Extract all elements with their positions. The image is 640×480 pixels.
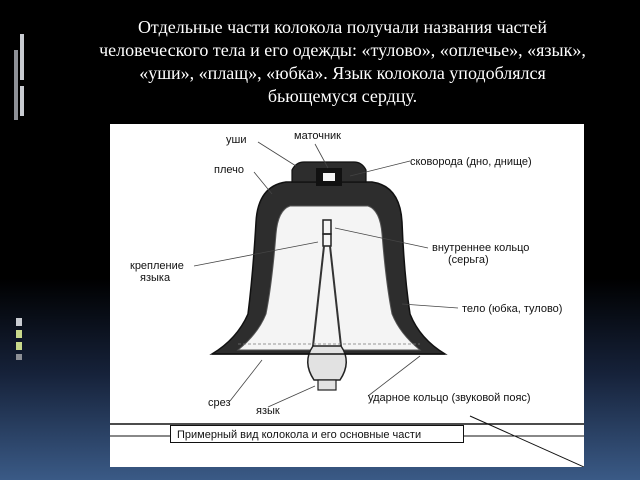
label-ushi: уши [226, 134, 247, 146]
title-line-3: «уши», «плащ», «юбка». Язык колокола уподоблялся [139, 63, 546, 83]
label-telo: тело (юбка, тулово) [462, 303, 563, 315]
label-skovoroda: сковорода (дно, днище) [410, 156, 532, 168]
label-srez: срез [208, 397, 231, 409]
title-line-4: бьющемуся сердцу. [267, 86, 418, 106]
label-udarnoe: ударное кольцо (звуковой пояс) [368, 392, 531, 404]
label-vnutrennee-1: внутреннее кольцо [432, 242, 530, 254]
title-line-1: Отдельные части колокола получали названия частей [137, 17, 548, 37]
title-line-2: человеческого тела и его одежды: «тулово», «оплечье», «язык», [99, 40, 586, 60]
bell-clapper [308, 346, 347, 380]
label-kreplenie-1: крепление [130, 260, 184, 272]
label-yazyk: язык [256, 405, 280, 417]
label-vnutrennee-2: (серьга) [448, 254, 489, 266]
bell-diagram [110, 124, 584, 467]
left-decoration [0, 0, 30, 480]
bell-drawing [110, 124, 584, 467]
slide-title [70, 16, 615, 108]
diagram-caption: Примерный вид колокола и его основные части [170, 425, 464, 443]
label-matochnik: маточник [294, 130, 341, 142]
label-kreplenie-2: языка [140, 272, 171, 284]
label-plecho: плечо [214, 164, 244, 176]
